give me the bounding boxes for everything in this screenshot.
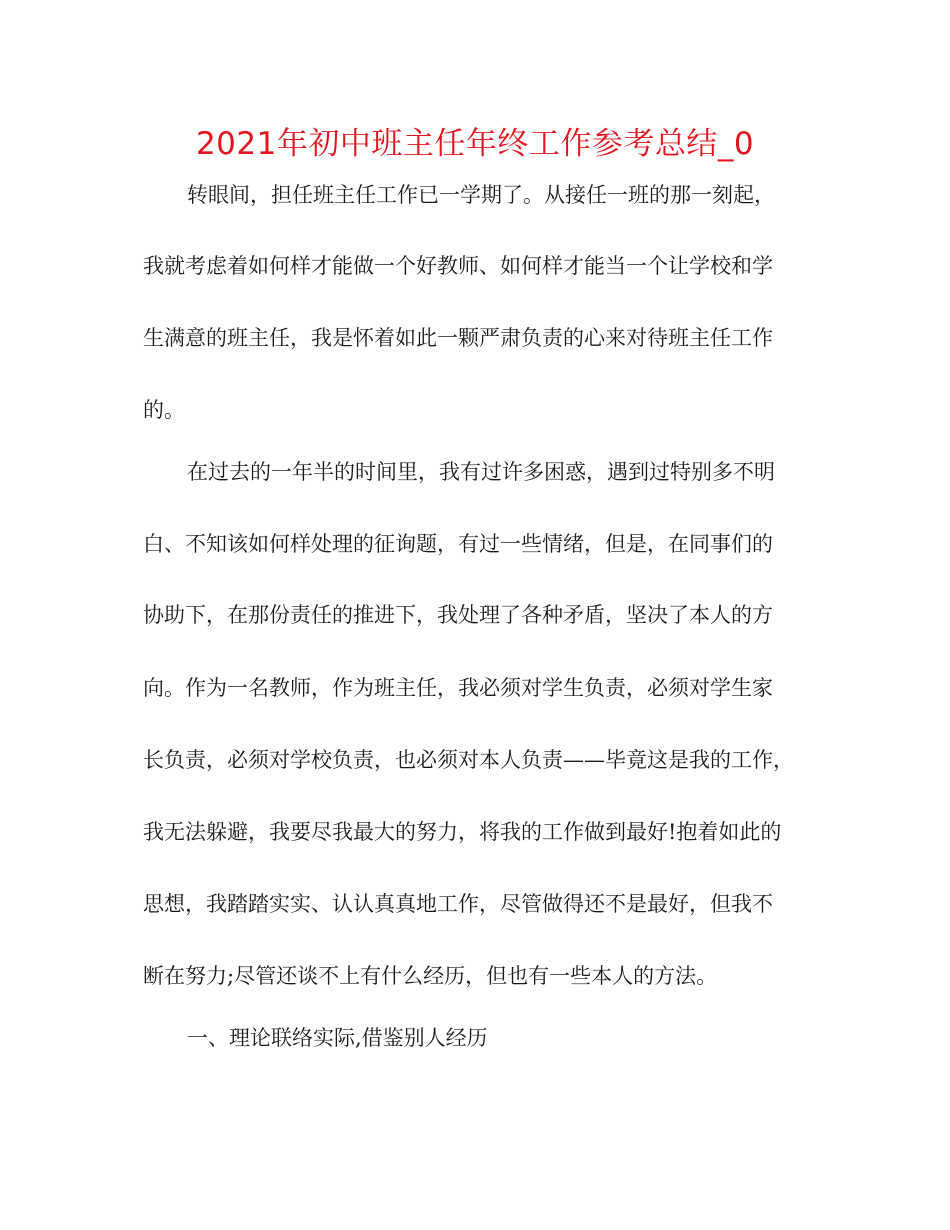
paragraph-2-line-2: 白、不知该如何样处理的征询题，有过一些情绪，但是，在同事们的	[143, 532, 773, 556]
section-heading: 一、理论联络实际,借鉴别人经历	[187, 1026, 488, 1050]
paragraph-2-line-5: 长负责，必须对学校负责，也必须对本人负责——毕竟这是我的工作，	[143, 748, 794, 772]
paragraph-2-line-4: 向。作为一名教师，作为班主任，我必须对学生负责，必须对学生家	[143, 676, 773, 700]
paragraph-1-line-1: 转眼间，担任班主任工作已一学期了。从接任一班的那一刻起，	[187, 183, 775, 207]
paragraph-2-line-7: 思想，我踏踏实实、认认真真地工作，尽管做得还不是最好，但我不	[143, 892, 773, 916]
paragraph-2-line-3: 协助下，在那份责任的推进下，我处理了各种矛盾，坚决了本人的方	[143, 603, 773, 627]
paragraph-1-line-3: 生满意的班主任，我是怀着如此一颗严肃负责的心来对待班主任工作	[143, 326, 773, 350]
paragraph-2-line-6: 我无法躲避，我要尽我最大的努力，将我的工作做到最好!抱着如此的	[143, 820, 782, 844]
paragraph-1-line-4: 的。	[143, 398, 185, 422]
paragraph-2-line-8: 断在努力;尽管还谈不上有什么经历，但也有一些本人的方法。	[143, 964, 718, 988]
paragraph-2-line-1: 在过去的一年半的时间里，我有过许多困惑，遇到过特别多不明	[187, 460, 775, 484]
paragraph-1-line-2: 我就考虑着如何样才能做一个好教师、如何样才能当一个让学校和学	[143, 254, 773, 278]
document-title: 2021年初中班主任年终工作参考总结_0	[195, 126, 755, 162]
